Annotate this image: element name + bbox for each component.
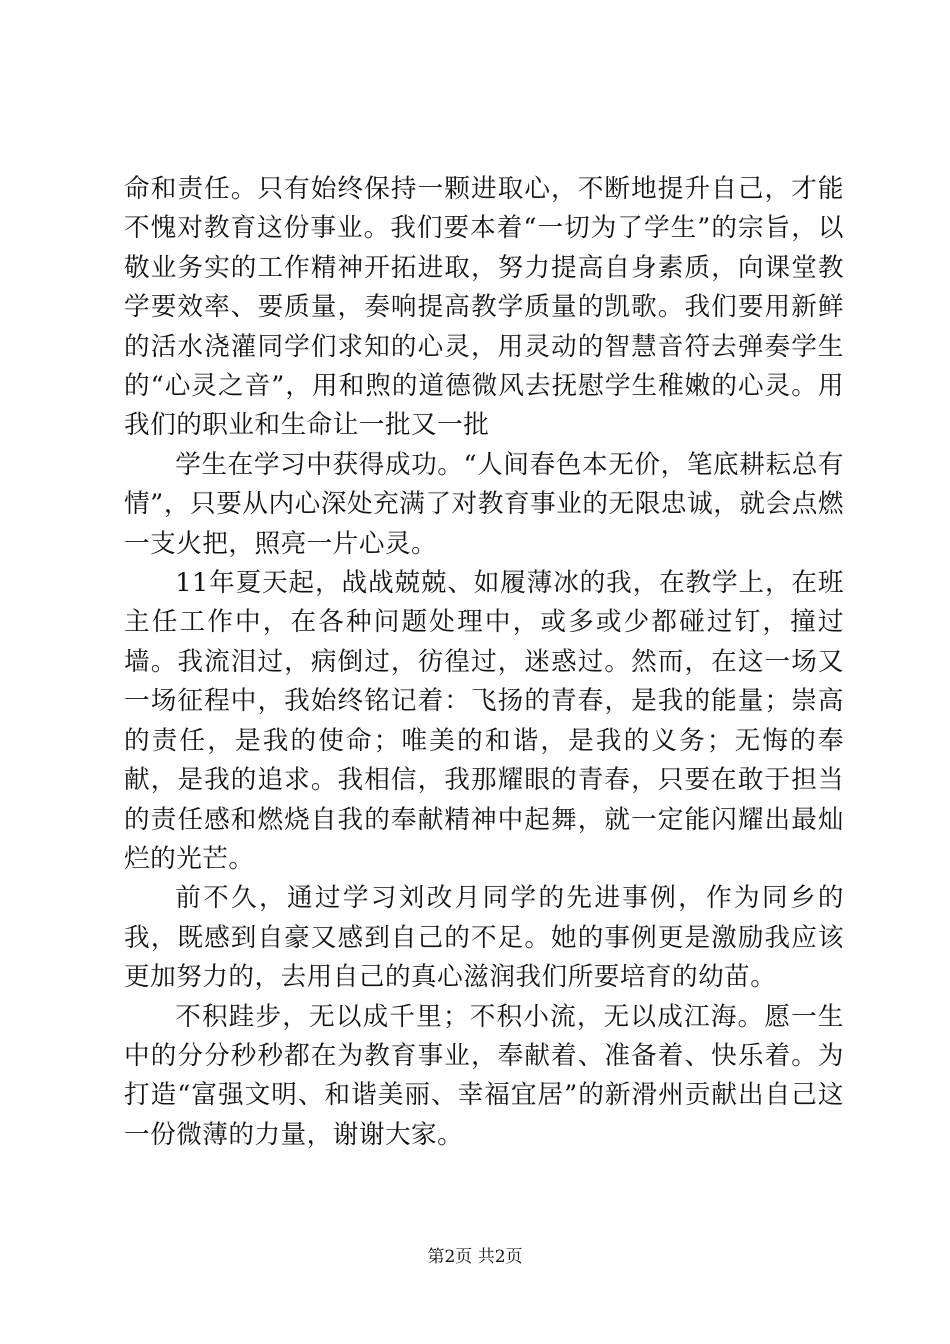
paragraph-2: 学生在学习中获得成功。“人间春色本无价，笔底耕耘总有情”，只要从内心深处充满了对教育事业的无限忠诚，就会点燃一支火把，照亮一片心灵。 <box>124 449 844 559</box>
document-body <box>124 170 844 1155</box>
paragraph-1: 命和责任。只有始终保持一颗进取心，不断地提升自己，才能不愧对教育这份事业。我们要本着“一切为了学生”的宗旨，以敬业务实的工作精神开拓进取，努力提高自身素质，向课堂教学要效率、要质量，奏响提高教学质量的凯歌。我们要用新鲜的活水浇灌同学们求知的心灵，用灵动的智慧音符去弹奏学生的“心灵之音”，用和煦的道德微风去抚慰学生稚嫩的心灵。用我们的职业和生命让一批又一批 <box>124 174 844 441</box>
page-number-footer: 第2页 共2页 <box>427 1247 523 1267</box>
paragraph-4: 前不久，通过学习刘改月同学的先进事例，作为同乡的我，既感到自豪又感到自己的不足。她的事例更是激励我应该更加努力的，去用自己的真心滋润我们所要培育的幼苗。 <box>124 883 844 993</box>
paragraph-5: 不积跬步，无以成千里；不积小流，无以成江海。愿一生中的分分秒秒都在为教育事业，奉献着、准备着、快乐着。为打造“富强文明、和谐美丽、幸福宜居”的新滑州贡献出自己这一份微薄的力量，谢谢大家。 <box>124 1001 844 1150</box>
paragraph-3: 11年夏天起，战战兢兢、如履薄冰的我，在教学上，在班主任工作中，在各种问题处理中，或多或少都碰过钉，撞过墙。我流泪过，病倒过，彷徨过，迷惑过。然而，在这一场又一场征程中，我始终铭记着：飞扬的青春，是我的能量；崇高的责任，是我的使命；唯美的和谐，是我的义务；无悔的奉献，是我的追求。我相信，我那耀眼的青春，只要在敢于担当的责任感和燃烧自我的奉献精神中起舞，就一定能闪耀出最灿烂的光芒。 <box>124 568 844 874</box>
